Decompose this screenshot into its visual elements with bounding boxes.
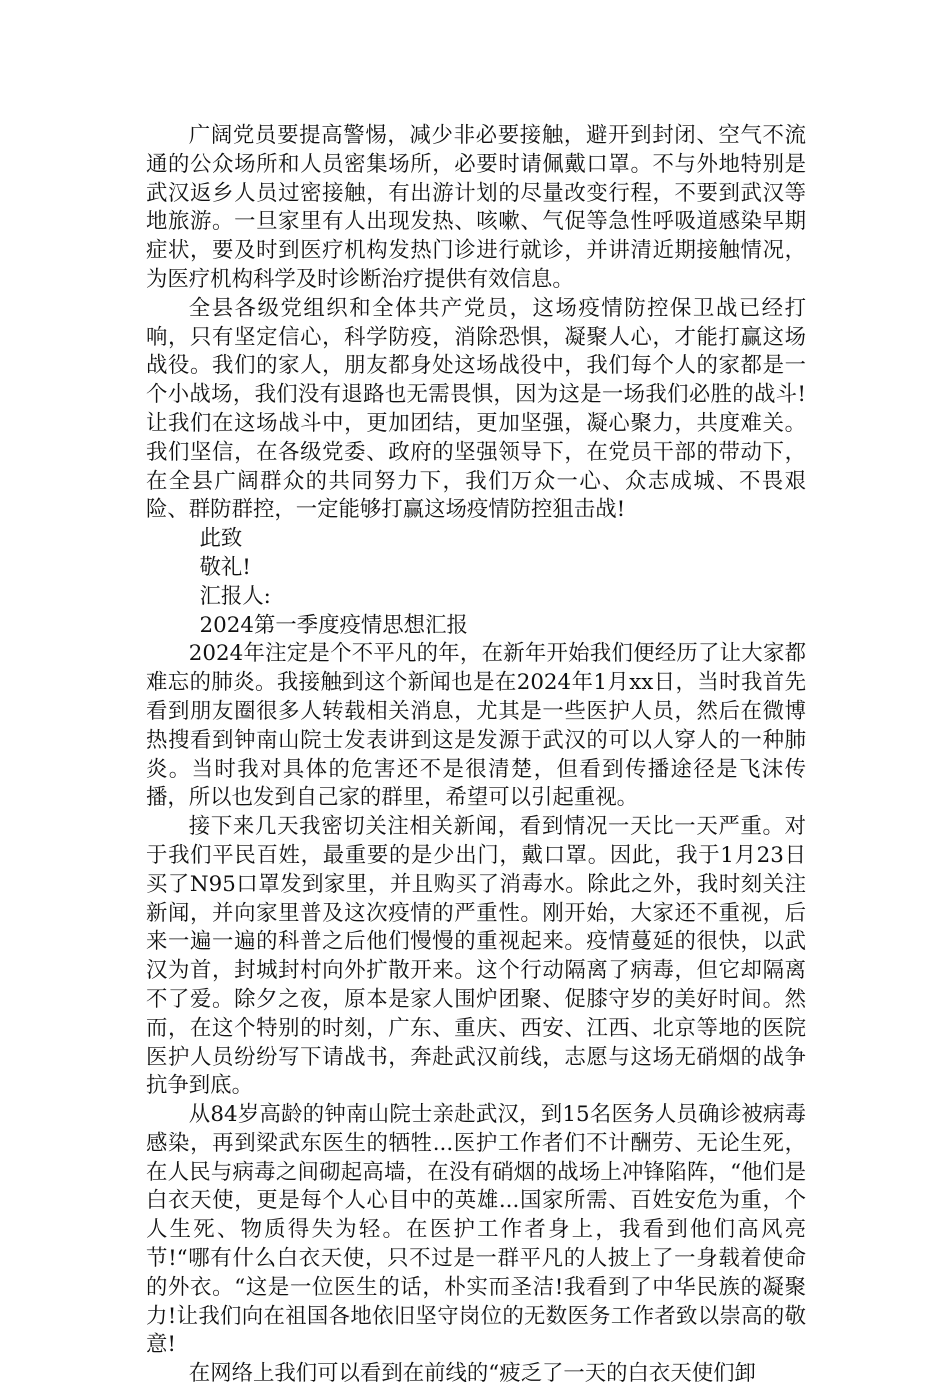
salute-line: 敬礼! [199,554,251,580]
reporter-line: 汇报人: [199,583,271,609]
paragraph-new-year: 2024年注定是个不平凡的年，在新年开始我们便经历了让大家都难忘的肺炎。我接触到这个新闻也是在2024年1月xx日，当时我首先看到朋友圈很多人转载相关消息，尤其是一些医护人员，然后在微博热搜看到钟南山院士发表讲到这是发源于武汉的可以人穿人的一种肺炎。当时我对具体的危害还不是很清楚，但看到传播途径是飞沫传播，所以也发到自己家的群里，希望可以引起重视。 [146,641,806,811]
paragraph-precautions: 广阔党员要提高警惕，减少非必要接触，避开到封闭、空气不流通的公众场所和人员密集场所，必要时请佩戴口罩。不与外地特别是武汉返乡人员过密接触，有出游计划的尽量改变行程，不要到武汉等地旅游。一旦家里有人出现发热、咳嗽、气促等急性呼吸道感染早期症状，要及时到医疗机构发热门诊进行就诊，并讲清近期接触情况，为医疗机构科学及时诊断治疗提供有效信息。 [146,123,806,292]
paragraph-call-to-action: 全县各级党组织和全体共产党员，这场疫情防控保卫战已经打响，只有坚定信心，科学防疫，消除恐惧，凝聚人心，才能打赢这场战役。我们的家人，朋友都身处这场战役中，我们每个人的家都是一个小战场，我们没有退路也无需畏惧，因为这是一场我们必胜的战斗!让我们在这场战斗中，更加团结，更加坚强，凝心聚力，共度难关。我们坚信，在各级党委、政府的坚强领导下，在党员干部的带动下，在全县广阔群众的共同努力下，我们万众一心、众志成城、不畏艰险、群防群控，一定能够打赢这场疫情防控狙击战! [146,295,806,523]
paragraph-online: 在网络上我们可以看到在前线的“疲乏了一天的白衣天使们卸 [188,1361,756,1387]
paragraph-medical-workers: 从84岁高龄的钟南山院士亲赴武汉，到15名医务人员确诊被病毒感染，再到梁武东医生的牺牲...医护工作者们不计酬劳、无论生死，在人民与病毒之间砌起高墙，在没有硝烟的战场上冲锋陷阵，“他们是白衣天使，更是每个人心目中的英雄...国家所需、百姓安危为重，个人生死、物质得失为轻。在医护工作者身上，我看到他们高风亮节!“哪有什么白衣天使，只不过是一群平凡的人披上了一身载着使命的外衣。“这是一位医生的话，朴实而圣洁!我看到了中华民族的凝聚力!让我们向在祖国各地依旧坚守岗位的无数医务工作者致以崇高的敬意! [146,1102,806,1358]
closing-line: 此致 [199,526,243,552]
paragraph-following-days: 接下来几天我密切关注相关新闻，看到情况一天比一天严重。对于我们平民百姓，最重要的是少出门，戴口罩。因此，我于1月23日买了N95口罩发到家里，并且购买了消毒水。除此之外，我时刻关注新闻，并向家里普及这次疫情的严重性。刚开始，大家还不重视，后来一遍一遍的科普之后他们慢慢的重视起来。疫情蔓延的很快，以武汉为首，封城封村向外扩散开来。这个行动隔离了病毒，但它却隔离不了爱。除夕之夜，原本是家人围炉团聚、促膝守岁的美好时间。然而，在这个特别的时刻，广东、重庆、西安、江西、北京等地的医院医护人员纷纷写下请战书，奔赴武汉前线，志愿与这场无硝烟的战争抗争到底。 [146,814,806,1099]
report-heading: 2024第一季度疫情思想汇报 [199,612,468,638]
document-body [146,122,806,1389]
